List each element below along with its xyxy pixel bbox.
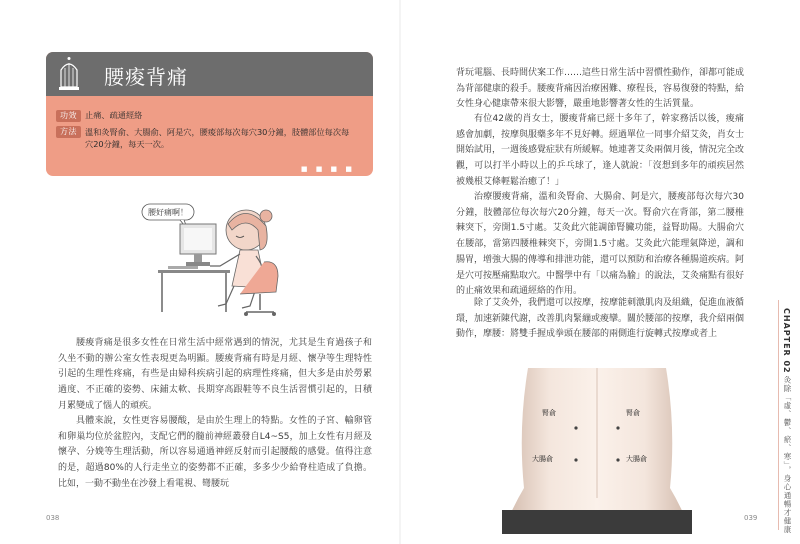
method-badge: 方法 xyxy=(56,126,81,138)
decorative-dots: ■ ■ ■ ■ xyxy=(300,165,355,173)
back-acupoint-photo xyxy=(472,368,722,534)
efficacy-row xyxy=(56,109,355,122)
body-paragraph-1: 腰痠背痛是很多女性在日常生活中經常遇到的情況，尤其是生育過孩子和久坐不動的辦公室女性表現更為明顯。腰痠背痛有時是月經、懷孕等生理特性引起的生理性疼痛，有些是由婦科疾病引起的病理性疼痛，但大多是由於勞累過度、不正確的姿勢、床鋪太軟、長期穿高跟鞋等不良生活習慣引起的，日積月累變成了惱人的頑疾。 xyxy=(58,338,372,411)
efficacy-badge: 功效 xyxy=(56,110,81,122)
body-paragraph-6: 除了艾灸外，我們還可以按摩，按摩能刺激肌肉及組織，促進血液循環，加速新陳代謝，改善肌肉緊繃或痠攣。關於腰部的按摩，我介紹兩個動作，摩腰：將雙手握成拳頭在腰部的兩側進行旋轉式按摩或者上 xyxy=(456,298,745,340)
method-text: 溫和灸腎俞、大腸俞、阿是穴，腰痠部每次每穴30分鐘，肢體部位每次每穴20分鐘，每天一次。 xyxy=(85,127,350,149)
page-number-right: 039 xyxy=(744,514,758,522)
chapter-tab-rule xyxy=(778,300,779,530)
topic-title-box xyxy=(46,52,373,176)
speech-bubble-text: 腰好痛啊！ xyxy=(148,208,188,217)
title-bar xyxy=(46,52,373,96)
lantern-icon xyxy=(58,56,80,92)
label-shenshu-left: 腎俞 xyxy=(542,409,556,417)
label-dachangshu-left: 大腸俞 xyxy=(532,455,553,463)
label-dachangshu-right: 大腸俞 xyxy=(626,455,647,463)
chapter-label: CHAPTER 02 xyxy=(782,308,791,374)
book-gutter xyxy=(399,0,401,544)
efficacy-text: 止痛、疏通經絡 xyxy=(85,110,143,120)
body-paragraph-5: 治療腰痠背痛，溫和灸腎俞、大腸俞、阿是穴，腰痠部每次每穴30分鐘，肢體部位每次每穴20分鐘，每天一次。腎俞穴在背部，第二腰椎棘突下，旁開1.5寸處。艾灸此穴能調節腎臟功能，益腎助陽。大腸俞穴在腰部，當第四腰椎棘突下，旁開1.5寸處。艾灸此穴能理氣降逆，調和腸胃，增強大腸的傳導和排泄功能，還可以預防和治療各種腸道疾病。阿是穴可按壓痛點取穴。中醫學中有「以痛為腧」的說法，艾灸痛點有很好的止痛效果和疏通經絡的作用。 xyxy=(456,192,745,297)
body-paragraph-2: 具體來說，女性更容易腰酸，是由於生理上的特點。女性的子宮、輸卵管和卵巢均位於盆腔內，支配它們的髓前神經叢發自L4~S5，加上女性有月經及懷孕、分娩等生理活動，所以容易通過神經反射而引起腰酸的感覺。值得注意的是，超過80%的人行走坐立的姿勢都不正確，多多少少給脊柱造成了負擔。比如，一動不動坐在沙發上看電視、彎腰玩 xyxy=(58,416,372,489)
back-photo-drawing xyxy=(472,368,722,534)
topic-title: 腰痠背痛 xyxy=(104,65,188,89)
method-row xyxy=(56,126,355,150)
body-paragraph-4: 有位42歲的肖女士，腰痠背痛已經十多年了，幹家務活以後，痠痛感會加劇，按摩與服藥多年不見好轉。經過單位一同事介紹艾灸，肖女士開始試用，一週後感覺症狀有所緩解。她連著艾灸兩個月後，情況完全改觀，可以打半小時以上的乒乓球了，逢人就說：「沒想到多年的頑疾居然被幾根艾條輕鬆治癒了！」 xyxy=(456,114,745,187)
chapter-subtitle: 灸除「虛、鬱、瘀、寒」，身心通暢才健康 xyxy=(783,376,792,534)
page-number-left: 038 xyxy=(46,514,60,522)
label-shenshu-right: 腎俞 xyxy=(626,409,640,417)
body-paragraph-3: 背玩電腦、長時間伏案工作……這些日常生活中習慣性動作，卻都可能成為背部健康的殺手。腰痠背痛因治療困難、療程長，容易復發的特點，給女性身心健康帶來很大影響，嚴重地影響著女性的生活質量。 xyxy=(456,68,745,110)
woman-at-desk-illustration xyxy=(100,196,330,320)
